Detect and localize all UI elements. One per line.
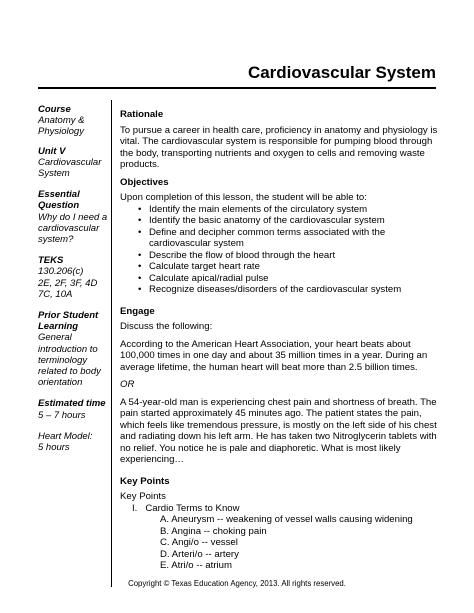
prior-learning-block	[38, 310, 110, 388]
list-item: • Define and decipher common terms associated with the cardiovascular system	[138, 227, 438, 250]
estimated-time-heading: Estimated time	[38, 398, 106, 410]
key-points-label: Key Points	[120, 491, 166, 502]
key-points-heading: Key Points	[120, 475, 170, 487]
estimated-time-block	[38, 398, 110, 420]
objectives-section	[120, 177, 438, 296]
rationale-heading: Rationale	[120, 109, 164, 120]
sidebar	[38, 104, 110, 461]
list-item: D. Arteri/o -- artery	[160, 548, 239, 560]
teks-value-1: 130.206(c)	[38, 266, 84, 278]
heart-model-block	[38, 431, 110, 453]
roman-numeral: I.	[132, 502, 138, 514]
teks-value-3: 7C, 10A	[38, 288, 73, 300]
engage-heading: Engage	[120, 305, 155, 317]
list-item: A. Aneurysm -- weakening of vessel walls causing widening	[160, 514, 413, 525]
essential-question-heading: Essential Question	[38, 189, 80, 212]
objectives-intro: Upon completion of this lesson, the student will be able to:	[120, 192, 367, 203]
key-points-roman-item	[132, 503, 438, 515]
engage-section	[120, 306, 438, 466]
rationale-text: To pursue a career in health care, proficiency in anatomy and physiology is vital. The cardiovascular system is responsible for pumping blood through the body, transporting nutrients and oxygen to cells and removing waste products.	[120, 124, 438, 170]
prior-learning-value: General introduction to terminology related to body orientation	[38, 332, 101, 389]
main-content	[120, 109, 438, 578]
list-item: • Describe the flow of blood through the heart	[138, 250, 438, 262]
teks-heading: TEKS	[38, 255, 64, 267]
list-item: B. Angina -- choking pain	[160, 525, 267, 537]
roman-text: Cardio Terms to Know	[145, 502, 240, 514]
list-item: C. Angi/o -- vessel	[160, 537, 238, 548]
column-divider	[111, 100, 112, 587]
list-item: • Recognize diseases/disorders of the cardiovascular system	[138, 284, 438, 296]
course-heading: Course	[38, 104, 71, 115]
copyright-footer: Copyright © Texas Education Agency, 2013. All rights reserved.	[128, 579, 346, 588]
list-item: E. Atri/o -- atrium	[160, 560, 232, 571]
engage-discuss: Discuss the following:	[120, 321, 213, 332]
rationale-section	[120, 109, 438, 171]
list-item: • Calculate target heart rate	[138, 261, 438, 273]
course-block	[38, 104, 110, 138]
engage-or: OR	[120, 379, 135, 390]
unit-heading: Unit V	[38, 145, 66, 157]
key-points-section	[120, 476, 438, 572]
unit-block	[38, 146, 110, 180]
teks-value-2: 2E, 2F, 3F, 4D	[38, 277, 98, 289]
prior-learning-heading: Prior Student Learning	[38, 310, 99, 333]
essential-question-value: Why do I need a cardiovascular system?	[38, 211, 108, 246]
estimated-time-value: 5 – 7 hours	[38, 409, 86, 421]
teks-block	[38, 255, 110, 300]
list-item: • Calculate apical/radial pulse	[138, 273, 438, 285]
heart-model-value: 5 hours	[38, 442, 70, 454]
objectives-list	[138, 204, 438, 296]
page-title: Cardiovascular System	[247, 63, 436, 82]
essential-question-block	[38, 189, 110, 245]
course-value: Anatomy & Physiology	[38, 115, 85, 138]
list-item: • Identify the main elements of the circulatory system	[138, 204, 438, 216]
heart-model-label: Heart Model:	[38, 430, 93, 442]
engage-paragraph-2: A 54-year-old man is experiencing chest pain and shortness of breath. The pain started approximately 45 minutes ago. The patient states the pain, which feels like tremendous pressure, is mostly on the left side of his chest and radiating down his left arm. He has taken two Nitroglycerin tablets with no relief. You notice he is pale and diaphoretic. What is most likely experiencing…	[120, 396, 437, 465]
objectives-heading: Objectives	[120, 176, 169, 188]
engage-paragraph-1: According to the American Heart Association, your heart beats about 100,000 times in one day and about 35 million times in a year. During an average lifetime, the human heart will beat more than 2.5 billion times.	[120, 338, 428, 373]
list-item: • Identify the basic anatomy of the cardiovascular system	[138, 215, 438, 227]
title-rule	[38, 87, 436, 89]
unit-value: Cardiovascular System	[38, 156, 102, 180]
